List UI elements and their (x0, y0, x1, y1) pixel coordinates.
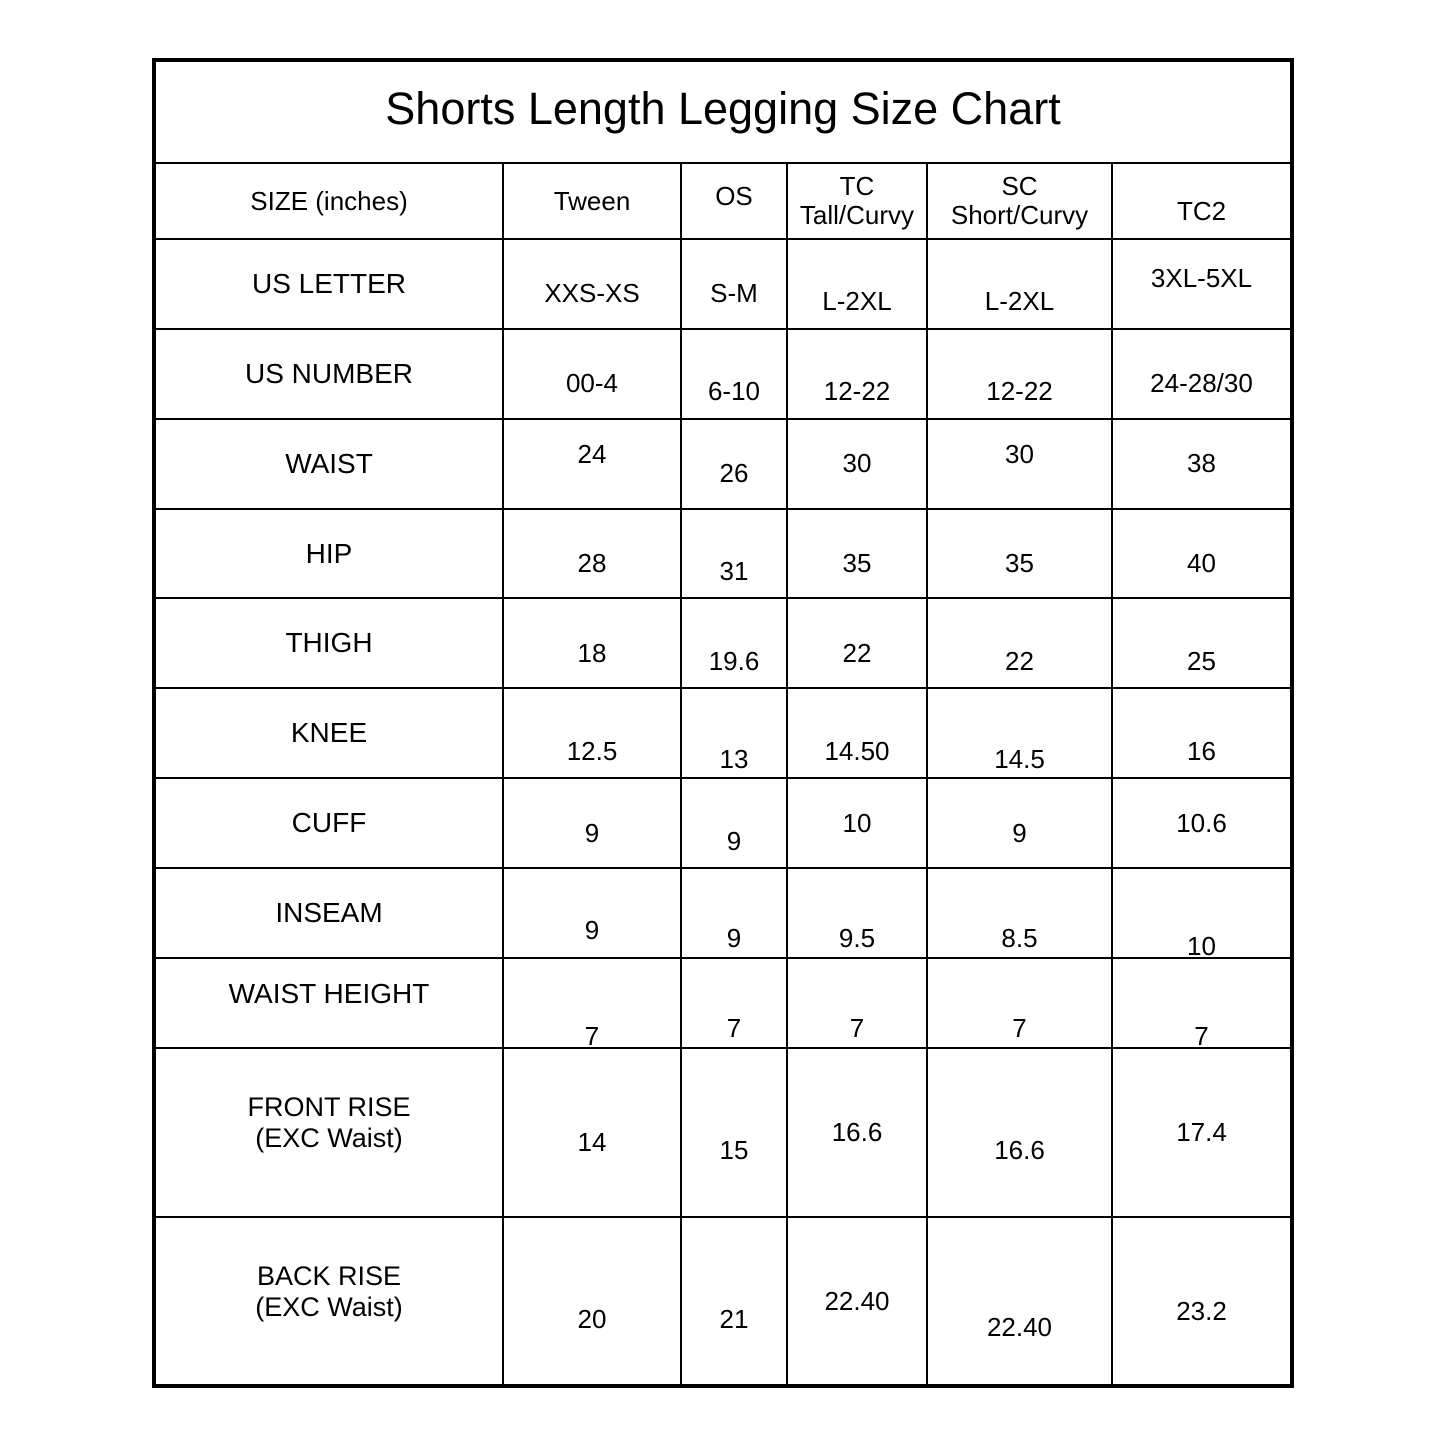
cell-waist-height-tc: 7 (787, 958, 927, 1048)
column-header-tc-line2: Tall/Curvy (799, 200, 915, 230)
table-row (156, 958, 1290, 1048)
cell-waist-os: 26 (681, 419, 787, 509)
column-header-sc-line1: SC (1001, 170, 1038, 201)
table-title-row (156, 62, 1290, 163)
column-header-size (156, 163, 503, 239)
cell-cuff-tc: 10 (787, 778, 927, 868)
cell-inseam-os: 9 (681, 868, 787, 958)
cell-knee-tc: 14.50 (787, 688, 927, 778)
cell-cuff-sc: 9 (927, 778, 1112, 868)
row-label-waist-height: WAIST HEIGHT (156, 958, 503, 1048)
cell-inseam-tc2: 10 (1112, 868, 1290, 958)
row-label-cuff: CUFF (156, 778, 503, 868)
page-title: Shorts Length Legging Size Chart (156, 62, 1290, 163)
cell-us-number-tween: 00-4 (503, 329, 681, 419)
row-label-hip: HIP (156, 509, 503, 599)
cell-waist-tc2: 38 (1112, 419, 1290, 509)
cell-waist-height-tween: 7 (503, 958, 681, 1048)
column-header-os (681, 163, 787, 239)
cell-hip-os: 31 (681, 509, 787, 599)
cell-inseam-tc: 9.5 (787, 868, 927, 958)
table-row (156, 419, 1290, 509)
cell-us-number-tc2: 24-28/30 (1112, 329, 1290, 419)
column-header-tc-line1: TC (839, 170, 875, 201)
cell-hip-tween: 28 (503, 509, 681, 599)
table-row (156, 239, 1290, 329)
cell-us-number-os: 6-10 (681, 329, 787, 419)
table-row (156, 778, 1290, 868)
table-row (156, 598, 1290, 688)
cell-back-rise-os: 21 (681, 1217, 787, 1384)
table-header-row (156, 163, 1290, 239)
cell-waist-height-sc: 7 (927, 958, 1112, 1048)
table-row (156, 688, 1290, 778)
cell-inseam-sc: 8.5 (927, 868, 1112, 958)
cell-knee-sc: 14.5 (927, 688, 1112, 778)
column-header-os-label: OS (715, 180, 753, 211)
size-chart-sheet (152, 58, 1294, 1388)
column-header-sc-line2: Short/Curvy (950, 200, 1089, 230)
row-label-inseam: INSEAM (156, 868, 503, 958)
cell-waist-height-os: 7 (681, 958, 787, 1048)
cell-hip-tc2: 40 (1112, 509, 1290, 599)
cell-thigh-tc2: 25 (1112, 598, 1290, 688)
column-header-tween (503, 163, 681, 239)
cell-us-number-tc: 12-22 (787, 329, 927, 419)
cell-front-rise-tween: 14 (503, 1048, 681, 1217)
cell-thigh-sc: 22 (927, 598, 1112, 688)
column-header-sc (927, 163, 1112, 239)
cell-us-letter-sc: L-2XL (927, 239, 1112, 329)
cell-thigh-tween: 18 (503, 598, 681, 688)
cell-thigh-os: 19.6 (681, 598, 787, 688)
cell-us-letter-os: S-M (681, 239, 787, 329)
cell-back-rise-tc2: 23.2 (1112, 1217, 1290, 1384)
cell-us-letter-tc2: 3XL-5XL (1112, 239, 1290, 329)
column-header-tween-label: Tween (553, 185, 631, 216)
row-label-back-rise: BACK RISE (EXC Waist) (156, 1217, 503, 1384)
cell-cuff-tc2: 10.6 (1112, 778, 1290, 868)
cell-thigh-tc: 22 (787, 598, 927, 688)
cell-front-rise-os: 15 (681, 1048, 787, 1217)
cell-back-rise-sc: 22.40 (927, 1217, 1112, 1384)
size-chart-table (156, 62, 1290, 1384)
column-header-tc2-label: TC2 (1176, 195, 1227, 226)
cell-waist-tc: 30 (787, 419, 927, 509)
row-label-us-number: US NUMBER (156, 329, 503, 419)
table-row (156, 1217, 1290, 1384)
cell-front-rise-tc: 16.6 (787, 1048, 927, 1217)
cell-waist-tween: 24 (503, 419, 681, 509)
cell-cuff-tween: 9 (503, 778, 681, 868)
cell-front-rise-tc2: 17.4 (1112, 1048, 1290, 1217)
cell-front-rise-sc: 16.6 (927, 1048, 1112, 1217)
column-header-size-label: SIZE (inches) (250, 185, 408, 216)
cell-cuff-os: 9 (681, 778, 787, 868)
table-row (156, 329, 1290, 419)
row-label-us-letter: US LETTER (156, 239, 503, 329)
cell-waist-sc: 30 (927, 419, 1112, 509)
cell-back-rise-tc: 22.40 (787, 1217, 927, 1384)
cell-hip-tc: 35 (787, 509, 927, 599)
cell-knee-tween: 12.5 (503, 688, 681, 778)
cell-hip-sc: 35 (927, 509, 1112, 599)
table-row (156, 868, 1290, 958)
cell-us-letter-tween: XXS-XS (503, 239, 681, 329)
cell-waist-height-tc2: 7 (1112, 958, 1290, 1048)
column-header-tc (787, 163, 927, 239)
row-label-knee: KNEE (156, 688, 503, 778)
cell-us-letter-tc: L-2XL (787, 239, 927, 329)
table-row (156, 1048, 1290, 1217)
table-row (156, 509, 1290, 599)
row-label-front-rise: FRONT RISE (EXC Waist) (156, 1048, 503, 1217)
cell-knee-tc2: 16 (1112, 688, 1290, 778)
cell-knee-os: 13 (681, 688, 787, 778)
row-label-thigh: THIGH (156, 598, 503, 688)
row-label-waist: WAIST (156, 419, 503, 509)
cell-us-number-sc: 12-22 (927, 329, 1112, 419)
cell-back-rise-tween: 20 (503, 1217, 681, 1384)
column-header-tc2 (1112, 163, 1290, 239)
cell-inseam-tween: 9 (503, 868, 681, 958)
